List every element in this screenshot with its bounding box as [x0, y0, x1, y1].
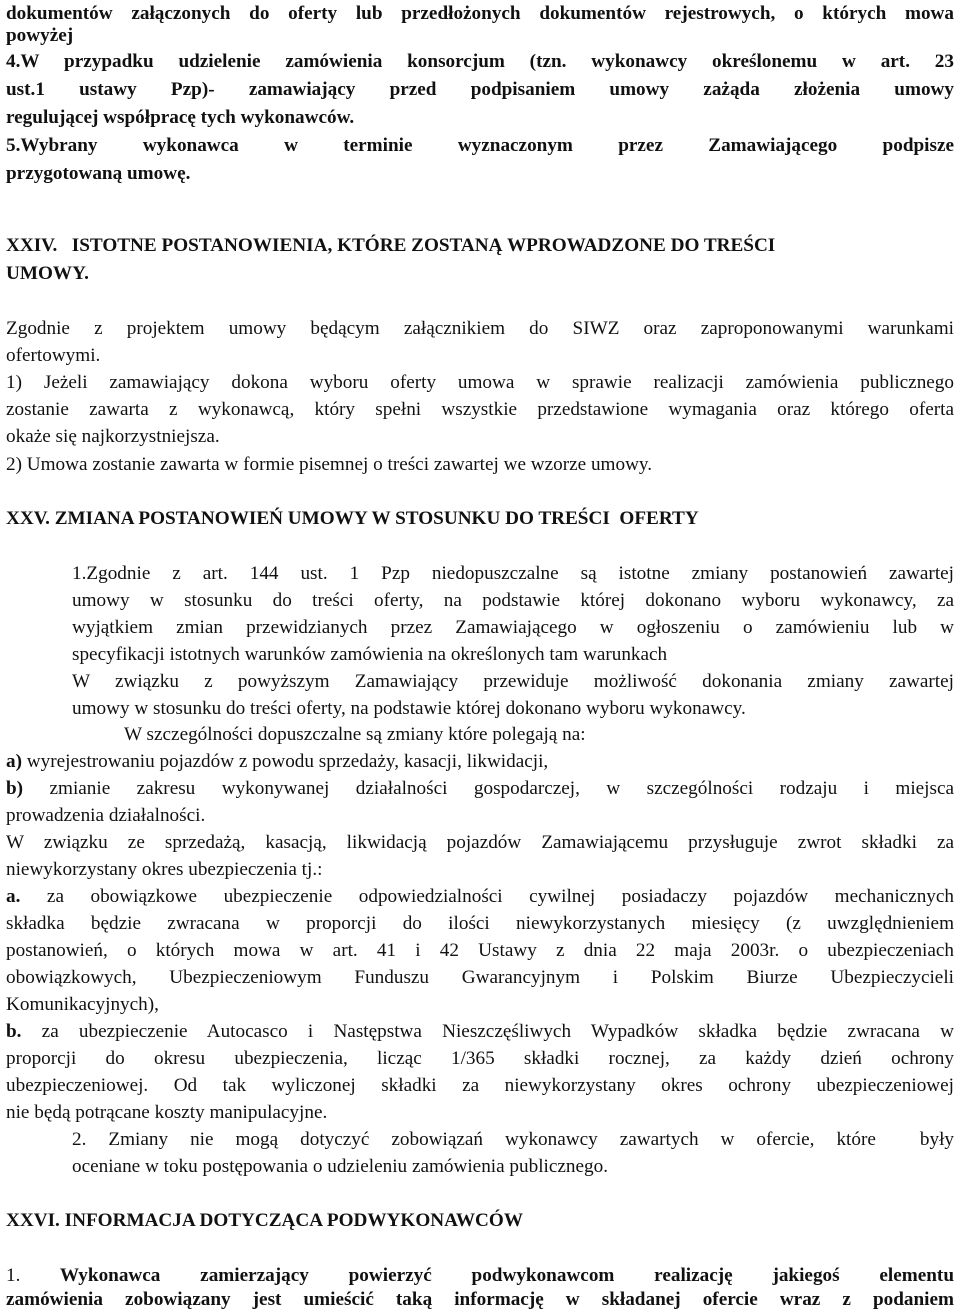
list-item-text: za obowiązkowe ubezpieczenie odpowiedzialności cywilnej posiadaczy pojazdów mechanicznych	[20, 886, 954, 907]
paragraph-line: okaże się najkorzystniejsza.	[6, 426, 220, 447]
paragraph-line: W związku z powyższym Zamawiający przewiduje możliwość dokonania zmiany zawartej	[72, 671, 954, 692]
paragraph-line: W szczególności dopuszczalne są zmiany które polegają na:	[124, 724, 586, 745]
paragraph-line: 2) Umowa zostanie zawarta w formie pisemnej o treści zawartej we wzorze umowy.	[6, 454, 653, 475]
paragraph-line: postanowień, o których mowa w art. 41 i 42 Ustawy z dnia 22 maja 2003r. o ubezpieczeniach	[6, 940, 954, 961]
section-heading-xxvi: XXVI. INFORMACJA DOTYCZĄCA PODWYKONAWCÓW	[6, 1210, 524, 1231]
text-line: 4.W przypadku udzielenie zamówienia konsorcjum (tzn. wykonawcy określonemu w art. 23	[6, 51, 954, 72]
list-item-label: a)	[6, 751, 22, 772]
list-item	[6, 748, 954, 776]
paragraph-line: prowadzenia działalności.	[6, 805, 206, 826]
section-heading-xxv: XXV. ZMIANA POSTANOWIEŃ UMOWY W STOSUNKU DO TREŚCI OFERTY	[6, 508, 699, 529]
paragraph-line: ofertowymi.	[6, 345, 101, 366]
section-heading-xxiv-cont: UMOWY.	[6, 263, 89, 284]
paragraph-line: 1) Jeżeli zamawiający dokona wyboru oferty umowa w sprawie realizacji zamówienia publicznego	[6, 372, 954, 393]
list-item	[6, 1018, 954, 1046]
paragraph-line: wyjątkiem zmian przewidzianych przez Zamawiającego w ogłoszeniu o zamówieniu lub w	[72, 617, 954, 638]
paragraph-line: oceniane w toku postępowania o udzieleniu zamówienia publicznego.	[72, 1156, 609, 1177]
paragraph-line: specyfikacji istotnych warunków zamówienia na określonych tam warunkach	[72, 644, 668, 665]
paragraph-line: obowiązkowych, Ubezpieczeniowym Funduszu Gwarancyjnym i Polskim Biurze Ubezpieczycieli	[6, 967, 954, 988]
list-item-text: za ubezpieczenie Autocasco i Następstwa Nieszczęśliwych Wypadków składka będzie zwracana w	[21, 1021, 954, 1042]
paragraph-line: umowy w stosunku do treści oferty, na podstawie której dokonano wyboru wykonawcy, za	[72, 590, 954, 611]
paragraph-line: zamówienia zobowiązany jest umieścić taką informację w składanej ofercie wraz z podaniem	[6, 1289, 954, 1310]
text-line: powyżej	[6, 25, 74, 46]
text-line: przygotowaną umowę.	[6, 163, 191, 184]
paragraph-line: proporcji do okresu ubezpieczenia, licząc 1/365 składki rocznej, za każdy dzień ochrony	[6, 1048, 954, 1069]
text-line: ust.1 ustawy Pzp)- zamawiający przed podpisaniem umowy zażąda złożenia umowy	[6, 79, 954, 100]
paragraph-line: 2. Zmiany nie mogą dotyczyć zobowiązań wykonawcy zawartych w ofercie, które były	[72, 1129, 954, 1150]
paragraph-line: zostanie zawarta z wykonawcą, który spełni wszystkie przedstawione wymagania oraz którego oferta	[6, 399, 954, 420]
list-item-text: zmianie zakresu wykonywanej działalności gospodarczej, w szczególności rodzaju i miejsca	[23, 778, 954, 799]
section-heading-xxiv: XXIV. ISTOTNE POSTANOWIENIA, KTÓRE ZOSTANĄ WPROWADZONE DO TREŚCI	[6, 235, 776, 256]
list-item-text: wyrejestrowaniu pojazdów z powodu sprzedaży, kasacji, likwidacji,	[21, 751, 549, 772]
text-line: 5.Wybrany wykonawca w terminie wyznaczonym przez Zamawiającego podpisze	[6, 135, 954, 156]
paragraph-line: nie będą potrącane koszty manipulacyjne.	[6, 1102, 328, 1123]
list-item	[6, 883, 954, 911]
list-item	[6, 775, 954, 803]
list-item-label: a.	[6, 886, 21, 907]
paragraph-line: umowy w stosunku do treści oferty, na podstawie której dokonano wyboru wykonawcy.	[72, 698, 746, 719]
list-item-label: b)	[6, 778, 24, 799]
paragraph-line: składka będzie zwracana w proporcji do ilości niewykorzystanych miesięcy (z uwzględnieniem	[6, 913, 954, 934]
paragraph-line: Zgodnie z projektem umowy będącym załącznikiem do SIWZ oraz zaproponowanymi warunkami	[6, 318, 954, 339]
list-item-text: Wykonawca zamierzający powierzyć podwykonawcom realizację jakiegoś elementu	[20, 1265, 954, 1286]
text-line: regulującej współpracę tych wykonawców.	[6, 107, 355, 128]
list-item-number: 1.	[6, 1265, 21, 1286]
paragraph-line: ubezpieczeniowej. Od tak wyliczonej składki za niewykorzystany okres ochrony ubezpieczeniowej	[6, 1075, 954, 1096]
paragraph-line: Komunikacyjnych),	[6, 994, 159, 1015]
list-item-label: b.	[6, 1021, 22, 1042]
paragraph-line: 1.Zgodnie z art. 144 ust. 1 Pzp niedopuszczalne są istotne zmiany postanowień zawartej	[72, 563, 954, 584]
paragraph-line: niewykorzystany okres ubezpieczenia tj.:	[6, 859, 323, 880]
paragraph-line: W związku ze sprzedażą, kasacją, likwidacją pojazdów Zamawiającemu przysługuje zwrot składki za	[6, 832, 954, 853]
text-line: dokumentów załączonych do oferty lub przedłożonych dokumentów rejestrowych, o których mowa	[6, 3, 954, 24]
